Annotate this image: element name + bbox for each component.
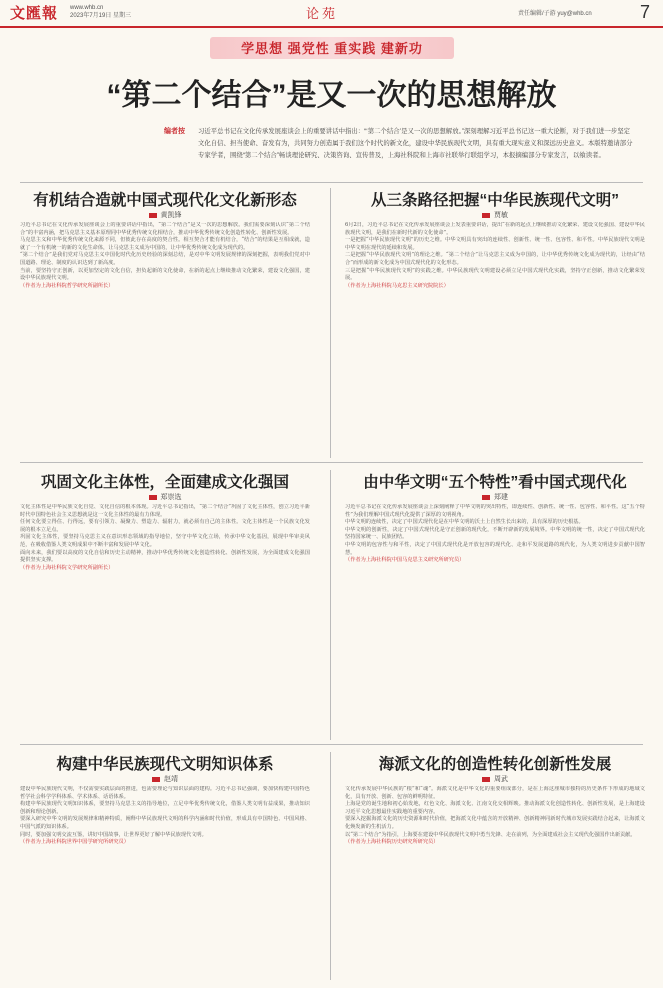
author-marker — [482, 777, 490, 782]
article-author — [345, 492, 645, 502]
paragraph: 6月2日，习近平总书记在文化传承发展座谈会上发表重要讲话，提出“在新的起点上继续推动文化繁荣、建设文化强国、建设中华民族现代文明，是我们在新时代新的文化使命”。 — [345, 222, 645, 236]
editor-note — [164, 126, 633, 162]
editor-note-text: 习近平总书记在文化传承发展座谈会上的重要讲话中指出：“‘第二个结合’是又一次的思想解放。”深刻理解习近平总书记这一重大论断，对于我们进一步坚定文化自信、担当使命、奋发有为，共同努力创造属于我们这个时代的新文化，建设中华民族现代文明，具有重大现实意义和深远历史意义。本版特邀请部分专家学者，围绕“第二个结合”畅谈理论研究、决策咨询、宣传普及，上海社科院和上海市社联举行联组学习，本报摘编部分专家发言，以飨读者。 — [198, 128, 633, 159]
author-affiliation: （作者为上海社科院世界中国学研究所研究员） — [20, 839, 129, 846]
author-affiliation: （作者为上海社科院中国马克思主义研究所研究员） — [345, 557, 465, 564]
divider — [20, 462, 643, 463]
article-title: 从三条路径把握“中华民族现代文明” — [370, 192, 619, 209]
header-meta — [70, 4, 131, 20]
paragraph: 任何文化要立得住、行得远，要有引领力、凝聚力、塑造力、辐射力，就必须有自己的主体性。文化主体性是一个民族文化发展的根本立足点。 — [20, 519, 310, 533]
paragraph: 习近平总书记在文化传承发展座谈会上深刻阐释了中华文明的突出特性，即连续性、创新性、统一性、包容性、和平性。这“五个特性”为我们理解中国式现代化提供了深厚的文明视角。 — [345, 504, 645, 518]
paragraph: 同时，要加强文明交流互鉴，讲好中国故事，让世界更好了解中华民族现代文明。 — [20, 831, 207, 838]
article-title: 海派文化的创造性转化创新性发展 — [378, 756, 612, 773]
article-body — [20, 504, 310, 734]
paragraph: 习近平总书记在文化传承发展座谈会上的重要讲话中指出，“第二个结合”是又一次的思想解放。我们需要深刻认识“第二个结合”的丰富内涵，把马克思主义基本原理同中华优秀传统文化相结合，推动中华优秀传统文化创造性转化、创新性发展。 — [20, 222, 310, 236]
paragraph: 中华文明的创新性，决定了中国式现代化是守正创新的现代化，不断开辟新的发展境界。中华文明的统一性，决定了中国式现代化坚持国家统一、民族团结。 — [345, 526, 645, 541]
paragraph: 上海是党的诞生地和初心始发地，红色文化、海派文化、江南文化交相辉映。推动海派文化创造性转化、创新性发展，是上海建设习近平文化思想最佳实践地的重要内容。 — [345, 801, 645, 815]
paragraph: “第二个结合”是我们党对马克思主义中国化时代化历史经验的深刻总结，是对中华文明发展规律的深刻把握，表明我们党对中国道路、理论、制度的认识达到了新高度。 — [20, 252, 310, 266]
newspaper-logo: 文匯報 — [10, 4, 59, 22]
article-author — [345, 774, 645, 784]
article-title: 由中华文明“五个特性”看中国式现代化 — [363, 474, 627, 491]
theme-banner-text: 学思想 强党性 重实践 建新功 — [241, 41, 423, 56]
article-author — [20, 492, 310, 502]
section-name: 论苑 — [306, 7, 339, 22]
paragraph: 要深入研究中华文明的发展规律和精神特质，阐释中华民族现代文明的科学内涵和时代价值，形成具有中国特色、中国风格、中国气派的知识体系。 — [20, 816, 310, 830]
paragraph: 当前，要坚持守正创新，以更加坚定的文化自信，担负起新的文化使命，在新的起点上继续推动文化繁荣，建设文化强国，建设中华民族现代文明。 — [20, 267, 310, 282]
paragraph: 三是把握“中华民族现代文明”的实践之维。中华民族现代文明建设必须立足中国式现代化实践，坚持守正创新，推动文化繁荣发展。 — [345, 267, 645, 282]
author-name: 郑建 — [494, 494, 508, 501]
author-marker — [152, 777, 160, 782]
paragraph: 一是把握“中华民族现代文明”的历史之维。中华文明具有突出的连续性、创新性、统一性、包容性、和平性。中华民族现代文明是中华文明在现代的延续和发展。 — [345, 237, 645, 251]
author-marker — [482, 213, 490, 218]
divider — [20, 744, 643, 745]
paragraph: 建设中华民族现代文明，不仅需要实践层面的推进，也需要理论与知识层面的建构。习近平总书记强调，要加快构建中国特色哲学社会科学学科体系、学术体系、话语体系。 — [20, 786, 310, 800]
article-body — [345, 504, 645, 734]
paragraph: 文化传承发展中华民族的“根”和“魂”。海派文化是中华文化的重要组成部分，是在上海这座城市独特的历史条件下形成的地域文化，具有开放、创新、包容的鲜明特征。 — [345, 786, 645, 800]
main-title: “第二个结合”是又一次的思想解放 — [106, 79, 557, 112]
author-affiliation: （作者为上海社科院马克思主义研究院院长） — [345, 282, 449, 289]
divider — [20, 182, 643, 183]
site-url: www.whb.cn — [70, 5, 104, 11]
author-marker — [149, 213, 157, 218]
author-name: 周武 — [494, 776, 508, 783]
paragraph: 以“第二个结合”为指引，上海要在建设中华民族现代文明中勇当先锋、走在前列，为全面建成社会主义现代化强国作出新贡献。 — [345, 831, 636, 838]
article-body — [345, 786, 645, 981]
article-body — [345, 222, 645, 452]
article-author — [20, 210, 310, 220]
article-title: 有机结合造就中国式现代化文化新形态 — [33, 192, 297, 209]
paragraph: 巩固文化主体性，要坚持马克思主义在意识形态领域的指导地位，坚守中华文化立场，传承中华文化基因，展现中华审美风范，在吸收借鉴人类文明成果中不断丰富和发展中华文化。 — [20, 534, 310, 548]
paragraph: 要深入挖掘海派文化的历史资源和时代价值，把海派文化中蕴含的开放精神、创新精神同新时代城市发展实践结合起来，让海派文化焕发新的生机活力。 — [345, 816, 645, 830]
paragraph: 二是把握“中华民族现代文明”的理论之维。“第二个结合”让马克思主义成为中国的，让中华优秀传统文化成为现代的，让经由“结合”而形成的新文化成为中国式现代化的文化形态。 — [345, 252, 645, 266]
article-body — [20, 786, 310, 981]
article-body — [20, 222, 310, 452]
paragraph: 中华文明的连续性，决定了中国式现代化是在中华文明的沃土上自然生长出来的，具有深厚的历史根基。 — [345, 519, 584, 526]
paragraph: 文化主体性是中华民族文化自觉、文化自信的根本体现。习近平总书记指出，“第二个结合”巩固了文化主体性，创立习近平新时代中国特色社会主义思想就是这一文化主体性的最有力体现。 — [20, 504, 310, 518]
author-marker — [482, 495, 490, 500]
article-author — [345, 210, 645, 220]
column-divider — [330, 188, 331, 458]
column-divider — [330, 752, 331, 980]
editor-note-label: 编者按 — [164, 128, 185, 135]
author-name: 赵靖 — [164, 776, 178, 783]
article-author — [20, 774, 310, 784]
article-title: 巩固文化主体性，全面建成文化强国 — [40, 474, 289, 491]
paragraph: 构建中华民族现代文明知识体系，要坚持马克思主义的指导地位，立足中华优秀传统文化，借鉴人类文明有益成果，推动知识创新和理论创新。 — [20, 801, 310, 815]
author-affiliation: （作者为上海社科院历史研究所研究员） — [345, 839, 439, 846]
author-affiliation: （作者为上海社科院哲学研究所副所长） — [20, 282, 114, 289]
author-marker — [149, 495, 157, 500]
author-affiliation: （作者为上海社科院文学研究所副所长） — [20, 564, 114, 571]
editor-credit: 责任编辑/子游 yuy@whb.cn — [518, 11, 592, 17]
author-name: 黄凯锋 — [160, 212, 182, 219]
column-divider — [330, 470, 331, 740]
paragraph: 面向未来，我们要以高度的文化自信和历史主动精神，推动中华优秀传统文化创造性转化、创新性发展，为全面建成文化强国提供坚实支撑。 — [20, 549, 310, 564]
paragraph: 马克思主义和中华优秀传统文化来源不同，但彼此存在高度的契合性。相互契合才能有机结合，“结合”的结果是互相成就，造就了一个有机统一的新的文化生命体，让马克思主义成为中国的，让中华优秀传统文化成为现代的。 — [20, 237, 310, 251]
page-number: 7 — [640, 2, 651, 22]
issue-date: 2023年7月19日 星期三 — [70, 13, 132, 19]
article-title: 构建中华民族现代文明知识体系 — [56, 756, 274, 773]
author-name: 郑崇选 — [160, 494, 182, 501]
paragraph: 中华文明的包容性与和平性，决定了中国式现代化是开放包容的现代化、走和平发展道路的现代化，为人类文明进步贡献中国智慧。 — [345, 541, 645, 556]
author-name: 贾敏 — [494, 212, 508, 219]
